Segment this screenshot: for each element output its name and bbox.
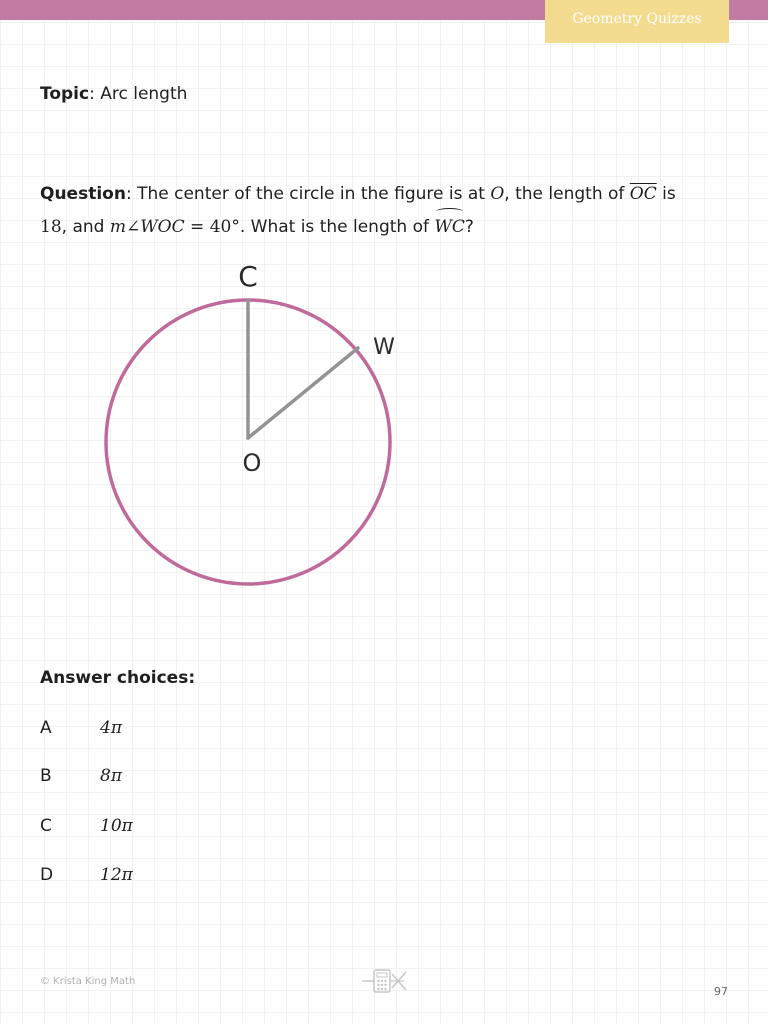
calculator-icon [360, 966, 408, 996]
answer-choices-heading: Answer choices: [40, 668, 196, 688]
page-number: 97 [714, 985, 728, 998]
arc-wc: WC [434, 211, 464, 244]
choice-letter: B [40, 766, 52, 786]
circle-figure [90, 250, 410, 600]
radius-ow [248, 348, 358, 438]
answer-choices-label: Answer choices [40, 668, 189, 688]
topic-label: Topic [40, 84, 90, 104]
choice-value: 12π [100, 865, 133, 885]
topic-value: Arc length [100, 84, 188, 104]
question-label: Question [40, 184, 126, 204]
angle-value: 40° [209, 217, 240, 237]
question-part: , the length of [504, 184, 630, 204]
center-variable: O [490, 184, 505, 204]
choice-a[interactable] [40, 716, 122, 740]
question-part: The center of the circle in the figure is at [137, 184, 491, 204]
section-tag: Geometry Quizzes [545, 0, 729, 43]
choice-letter: C [40, 816, 52, 836]
choice-value: 4π [100, 718, 122, 738]
choice-letter: D [40, 865, 54, 885]
copyright: © Krista King Math [40, 976, 136, 987]
choice-d[interactable] [40, 863, 133, 887]
choice-value: 10π [100, 816, 133, 836]
choice-letter: A [40, 718, 52, 738]
label-w: W [373, 335, 395, 360]
label-c: C [238, 260, 258, 293]
label-o: O [242, 449, 262, 477]
length-value: 18 [40, 217, 62, 237]
choice-b[interactable] [40, 764, 122, 788]
question-text: Question: The center of the circle in the figure is at O, the length of $\overline{OC}$ is 18, and m∠WOC = 40°. What is the length of WC? [40, 178, 730, 244]
question-part: , and [61, 217, 110, 237]
choice-value: 8π [100, 766, 122, 786]
question-part: is [656, 184, 676, 204]
question-part: ? [464, 217, 474, 237]
question-part: . What is the length of [239, 217, 435, 237]
angle-expression: m∠WOC = [109, 217, 210, 237]
choice-c[interactable] [40, 814, 133, 838]
topic-line: Topic: Arc length [40, 84, 188, 104]
segment-oc: $\overline{OC}$ [629, 184, 657, 204]
